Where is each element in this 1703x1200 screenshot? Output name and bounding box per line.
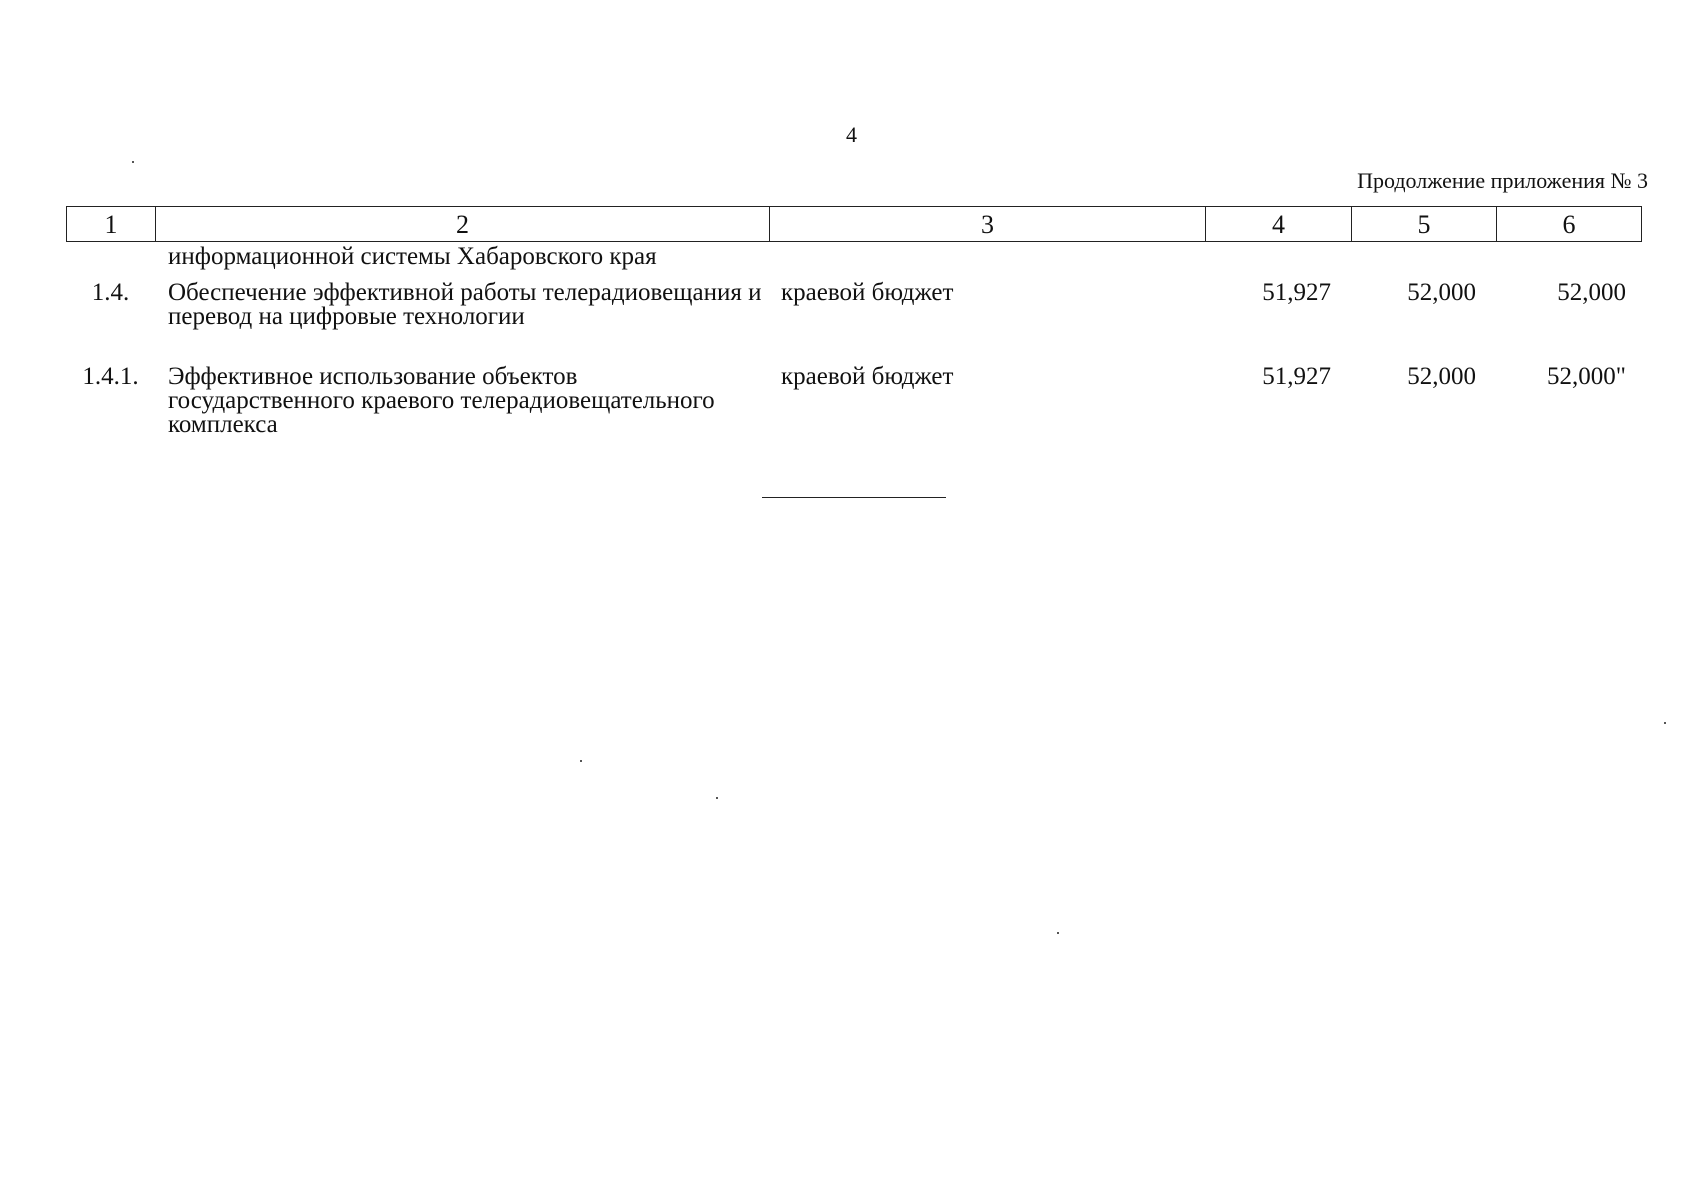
table-body	[66, 245, 1641, 445]
table-row-continuation	[66, 245, 1641, 279]
scan-speck	[716, 797, 718, 799]
continuation-label: Продолжение приложения № 3	[1357, 168, 1648, 193]
header-cell-6: 6	[1497, 207, 1642, 242]
table-header	[66, 206, 1642, 242]
header-cell-2: 2	[156, 207, 770, 242]
row-source: краевой бюджет	[781, 279, 954, 306]
page-number: 4	[846, 122, 857, 147]
row-number: 1.4.	[91, 279, 130, 306]
header-cell-5: 5	[1352, 207, 1497, 242]
scan-speck	[580, 760, 582, 762]
scan-speck	[1664, 722, 1666, 724]
row-name: Эффективное использование объектов государственного краевого телерадиовещательного комплекса	[168, 363, 715, 438]
header-cell-1: 1	[67, 207, 156, 242]
row-value-4: 51,927	[1262, 363, 1331, 390]
header-cell-4: 4	[1206, 207, 1352, 242]
row-value-6: 52,000	[1557, 279, 1626, 306]
scan-speck	[132, 161, 134, 163]
header-row	[67, 207, 1642, 242]
scan-speck	[1057, 932, 1059, 934]
header-cell-3: 3	[770, 207, 1206, 242]
table-row	[66, 365, 1641, 445]
closing-separator-line	[762, 497, 946, 498]
row-value-6: 52,000"	[1547, 363, 1626, 390]
continuation-text: информационной системы Хабаровского края	[168, 243, 657, 270]
row-value-4: 51,927	[1262, 279, 1331, 306]
row-source: краевой бюджет	[781, 363, 954, 390]
row-value-5: 52,000	[1407, 279, 1476, 306]
row-name: Обеспечение эффективной работы телерадиовещания и перевод на цифровые технологии	[168, 279, 762, 330]
row-number: 1.4.1.	[82, 363, 139, 390]
table-row	[66, 281, 1641, 365]
row-value-5: 52,000	[1407, 363, 1476, 390]
